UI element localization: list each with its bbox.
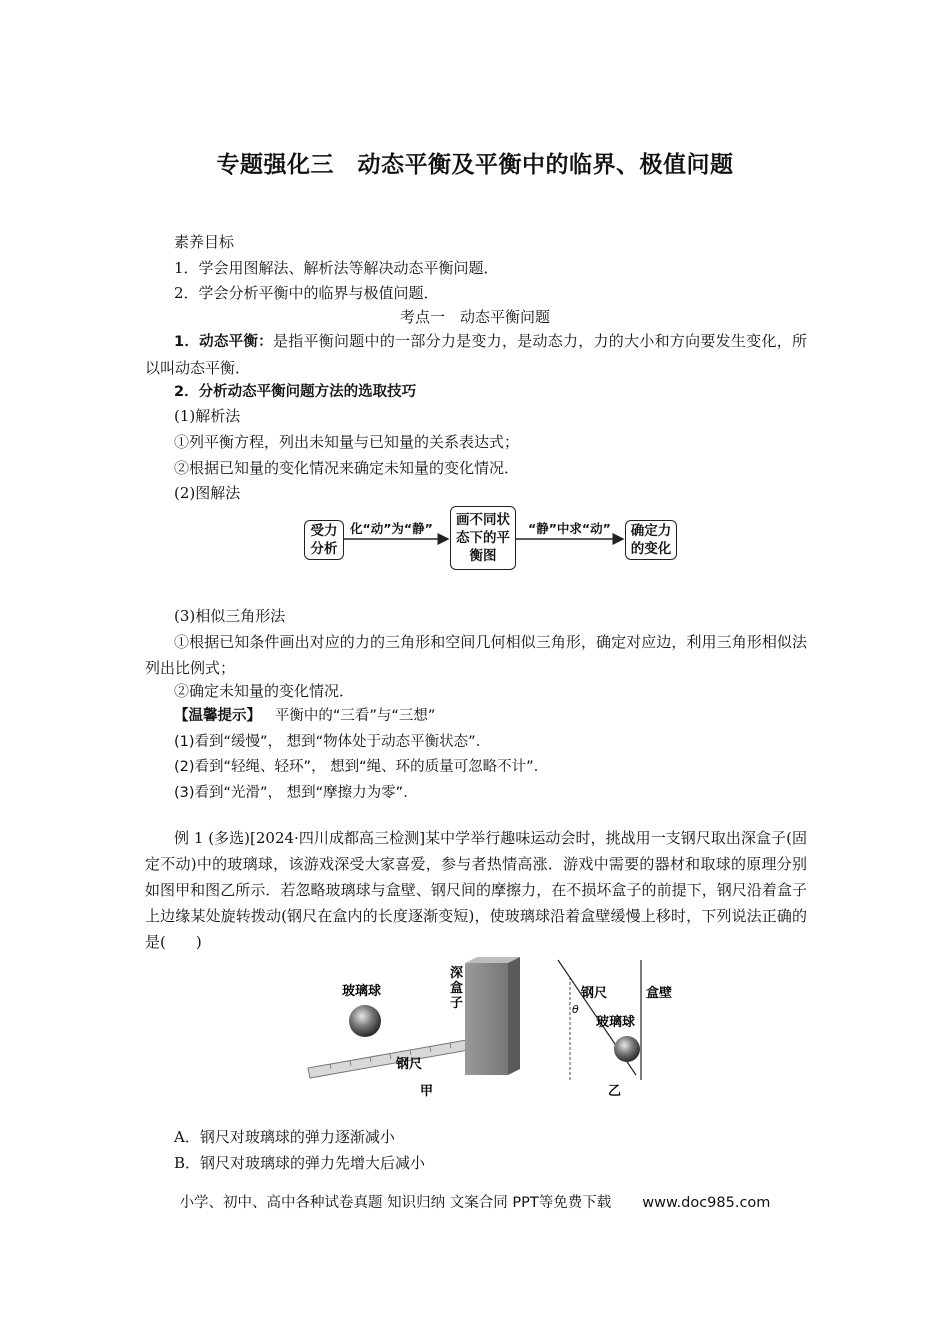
fig-b-caption: 乙 [608, 1084, 622, 1099]
tip-text: 平衡中的“三看”与“三想” [274, 708, 436, 724]
analytic-step: ②根据已知量的变化情况来确定未知量的变化情况． [174, 459, 520, 477]
option-b: B．钢尺对玻璃球的弹力先增大后减小 [174, 1154, 426, 1172]
wall-label: 盒壁 [646, 986, 673, 1001]
page-title: 专题强化三 动态平衡及平衡中的临界、极值问题 [216, 152, 734, 178]
similar-step: ①根据已知条件画出对应的力的三角形和空间几何相似三角形，确定对应边，利用三角形相似法列出比例式； [145, 633, 807, 677]
flow-arrow-label: “静”中求“动” [528, 521, 611, 536]
box-label-char: 盒 [450, 981, 464, 996]
deep-box [465, 963, 508, 1075]
flow-box-equilibrium-diagrams: 画不同状态下的平衡图 [450, 506, 516, 570]
ball-label-b: 玻璃球 [596, 1015, 636, 1030]
glass-ball [349, 1005, 381, 1037]
goals-heading: 素养目标 [174, 233, 235, 251]
footer [0, 1191, 950, 1212]
ruler-label-b: 钢尺 [581, 986, 608, 1001]
definition-paragraph [145, 328, 807, 381]
example-figure [300, 955, 690, 1105]
flow-arrow-label: 化“动”为“静” [350, 521, 433, 536]
section-heading: 考点一 动态平衡问题 [399, 308, 550, 326]
glass-ball-b [614, 1036, 640, 1062]
example-question: 例 1 (多选)[2024·四川成都高三检测]某中学举行趣味运动会时，挑战用一支钢尺取出深盒子(固定不动)中的玻璃球，该游戏深受大家喜爱，参与者热情高涨．游戏中需要的器材和取球的原理分别如图甲和图乙所示．若忽略玻璃球与盒壁、钢尺间的摩擦力，在不损坏盒子的前提下，钢尺沿着盒子上边缘某处旋转拨动(钢尺在盒内的长度逐渐变短)，使玻璃球沿着盒壁缓慢上移时，下列说法正确的是( ) [145, 829, 807, 951]
footer-text: 小学、初中、高中各种试卷真题 知识归纳 文案合同 PPT等免费下载 [179, 1195, 612, 1211]
tip-heading [174, 703, 836, 729]
similar-step: ②确定未知量的变化情况． [174, 682, 355, 700]
tip-label: 【温馨提示】 [174, 708, 261, 724]
ball-label: 玻璃球 [342, 984, 382, 999]
definition-label: 1．动态平衡： [174, 334, 273, 350]
ruler-label: 钢尺 [396, 1057, 423, 1072]
similar-heading: (3)相似三角形法 [174, 607, 286, 625]
goal-item: 1．学会用图解法、解析法等解决动态平衡问题． [174, 259, 499, 277]
tip-item: (3)看到“光滑”， 想到“摩擦力为零”． [174, 785, 418, 801]
option-a: A．钢尺对玻璃球的弹力逐渐减小 [174, 1128, 395, 1146]
footer-link[interactable]: www.doc985.com [642, 1195, 771, 1211]
graphic-heading: (2)图解法 [174, 484, 241, 502]
method-heading: 2．分析动态平衡问题方法的选取技巧 [174, 384, 417, 400]
definition-text: 是指平衡问题中的一部分力是变力，是动态力，力的大小和方向要发生变化，所以叫动态平衡． [145, 332, 807, 377]
analytic-heading: (1)解析法 [174, 407, 241, 425]
flow-box-force-change: 确定力的变化 [625, 520, 677, 560]
box-label-char: 深 [450, 966, 464, 981]
box-label-char: 子 [450, 996, 464, 1011]
goal-item: 2．学会分析平衡中的临界与极值问题． [174, 284, 439, 302]
tip-item: (2)看到“轻绳、轻环”， 想到“绳、环的质量可忽略不计”． [174, 759, 549, 775]
analytic-step: ①列平衡方程，列出未知量与已知量的关系表达式； [174, 433, 520, 451]
angle-label: θ [572, 1003, 579, 1016]
flow-box-force-analysis: 受力分析 [304, 520, 344, 560]
deep-box-side [508, 957, 520, 1075]
tip-item: (1)看到“缓慢”， 想到“物体处于动态平衡状态”． [174, 734, 491, 750]
graphic-method-flow-diagram [300, 504, 680, 574]
fig-a-caption: 甲 [420, 1084, 434, 1099]
